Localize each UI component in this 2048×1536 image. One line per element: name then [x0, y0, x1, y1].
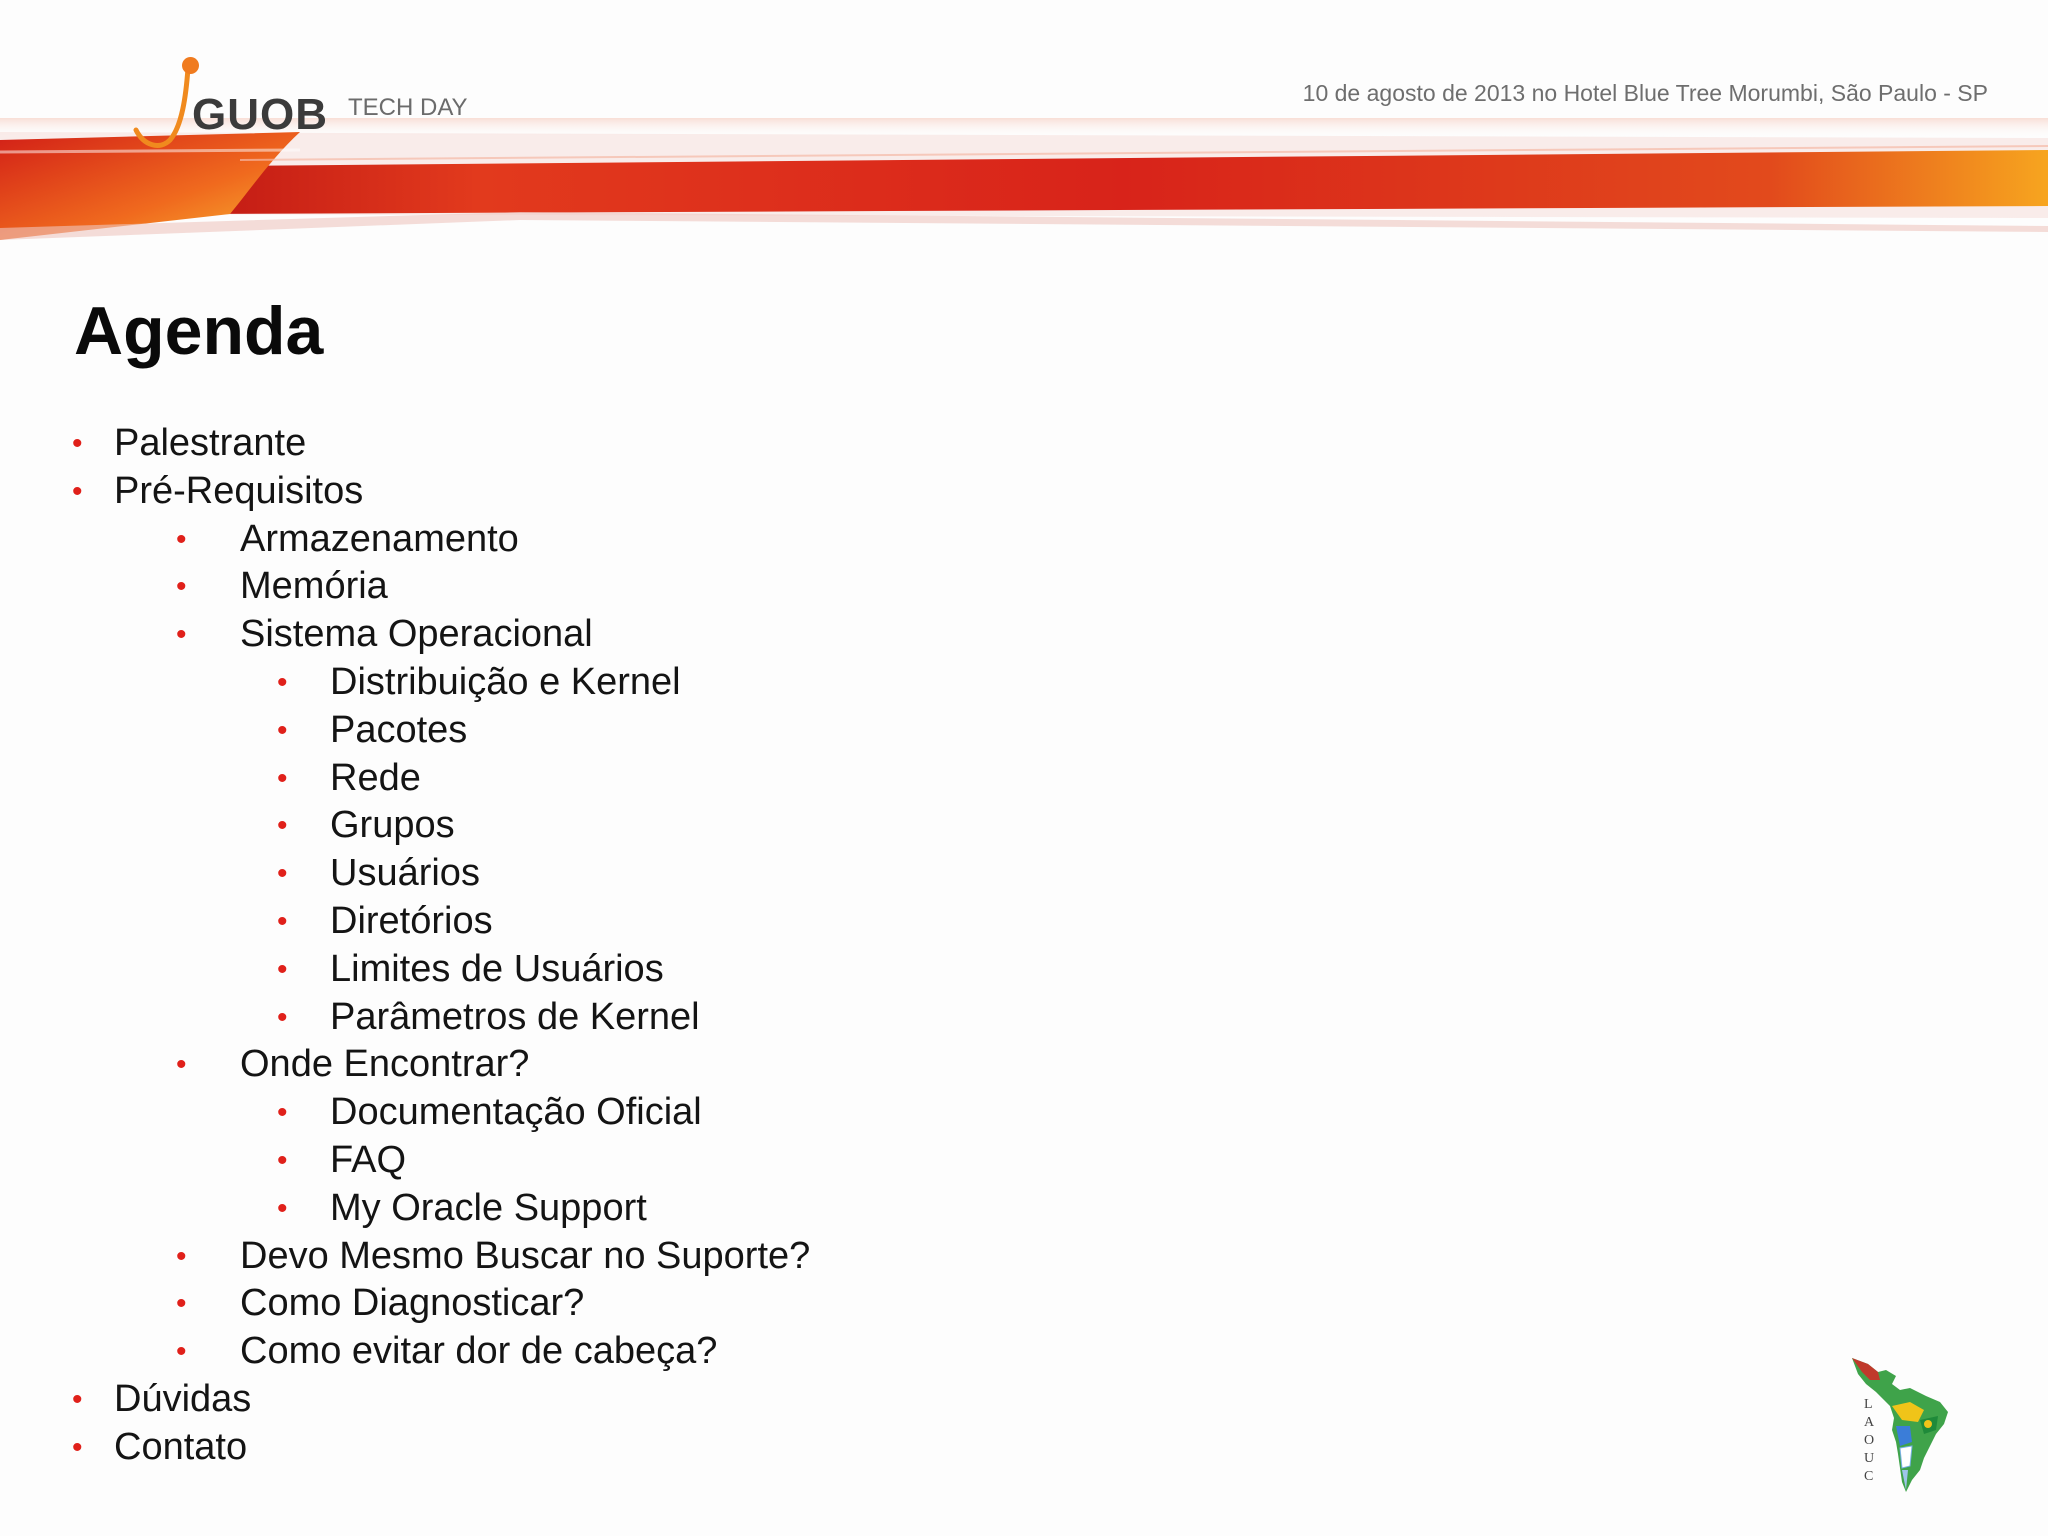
agenda-item-text: Grupos — [330, 804, 455, 847]
agenda-item — [0, 1376, 1100, 1424]
agenda-item-text: Documentação Oficial — [330, 1091, 702, 1134]
agenda-item-text: Diretórios — [330, 899, 493, 942]
agenda-item-text: Parâmetros de Kernel — [330, 995, 700, 1038]
bullet-dot-icon: • — [176, 1287, 187, 1321]
agenda-item-text: Distribuição e Kernel — [330, 660, 681, 703]
agenda-item — [0, 898, 1100, 946]
agenda-item-text: Limites de Usuários — [330, 947, 664, 990]
agenda-item-text: Memória — [240, 565, 388, 608]
bullet-dot-icon: • — [176, 618, 187, 652]
agenda-item — [0, 1089, 1100, 1137]
slide-title: Agenda — [74, 293, 324, 369]
bullet-dot-icon: • — [277, 952, 288, 986]
agenda-item-text: Como evitar dor de cabeça? — [240, 1330, 718, 1373]
bullet-dot-icon: • — [277, 713, 288, 747]
agenda-item — [0, 1185, 1100, 1233]
bullet-dot-icon: • — [72, 1382, 83, 1416]
agenda-item — [0, 420, 1100, 468]
laouc-letter-u: U — [1864, 1451, 1875, 1466]
bullet-dot-icon: • — [176, 1239, 187, 1273]
agenda-item-text: Contato — [114, 1425, 248, 1468]
agenda-item — [0, 1041, 1100, 1089]
agenda-item — [0, 707, 1100, 755]
agenda-item — [0, 1280, 1100, 1328]
agenda-item-text: Rede — [330, 756, 421, 799]
agenda-item — [0, 516, 1100, 564]
logo-tech-day-text: TECH DAY — [348, 94, 468, 121]
bullet-dot-icon: • — [176, 1048, 187, 1082]
agenda-item-text: FAQ — [330, 1138, 407, 1181]
agenda-item-text: Onde Encontrar? — [240, 1043, 530, 1086]
agenda-item-text: Dúvidas — [114, 1377, 252, 1420]
bullet-dot-icon: • — [277, 665, 288, 699]
agenda-list — [0, 420, 1100, 1472]
bullet-dot-icon: • — [176, 1335, 187, 1369]
agenda-item-text: Devo Mesmo Buscar no Suporte? — [240, 1234, 811, 1277]
agenda-item-text: Sistema Operacional — [240, 613, 593, 656]
laouc-letter-l: L — [1864, 1397, 1873, 1412]
logo-dot — [182, 57, 199, 74]
agenda-item — [0, 468, 1100, 516]
agenda-item — [0, 659, 1100, 707]
bullet-dot-icon: • — [277, 904, 288, 938]
bullet-dot-icon: • — [176, 522, 187, 556]
bullet-dot-icon: • — [72, 1430, 83, 1464]
agenda-item-text: My Oracle Support — [330, 1186, 647, 1229]
bullet-dot-icon: • — [277, 809, 288, 843]
agenda-item — [0, 946, 1100, 994]
bullet-dot-icon: • — [277, 1096, 288, 1130]
agenda-item-text: Usuários — [330, 852, 480, 895]
bullet-dot-icon: • — [72, 474, 83, 508]
agenda-item — [0, 994, 1100, 1042]
bullet-dot-icon: • — [277, 1191, 288, 1225]
bullet-dot-icon: • — [277, 1000, 288, 1034]
agenda-item — [0, 802, 1100, 850]
agenda-item — [0, 611, 1100, 659]
agenda-item-text: Como Diagnosticar? — [240, 1282, 585, 1325]
agenda-item-text: Palestrante — [114, 422, 307, 464]
laouc-logo — [1840, 1350, 1970, 1500]
slide-header — [0, 0, 2048, 260]
agenda-item — [0, 755, 1100, 803]
laouc-letter-o: O — [1864, 1433, 1875, 1448]
agenda-item — [0, 563, 1100, 611]
bullet-dot-icon: • — [277, 761, 288, 795]
agenda-item-text: Armazenamento — [240, 517, 519, 560]
laouc-letter-c: C — [1864, 1469, 1874, 1484]
agenda-item-text: Pré-Requisitos — [114, 469, 364, 512]
bullet-dot-icon: • — [277, 1143, 288, 1177]
agenda-item — [0, 850, 1100, 898]
guob-tech-day-logo — [130, 52, 490, 152]
bullet-dot-icon: • — [176, 570, 187, 604]
bullet-dot-icon: • — [72, 427, 83, 460]
event-info: 10 de agosto de 2013 no Hotel Blue Tree Morumbi, São Paulo - SP — [1302, 80, 1988, 106]
laouc-letter-a: A — [1864, 1415, 1875, 1430]
bullet-dot-icon: • — [277, 857, 288, 891]
logo-guob-text: GUOB — [192, 90, 328, 139]
agenda-item-text: Pacotes — [330, 708, 468, 751]
agenda-item — [0, 1137, 1100, 1185]
agenda-item — [0, 1328, 1100, 1376]
agenda-item — [0, 1424, 1100, 1472]
agenda-item — [0, 1233, 1100, 1281]
